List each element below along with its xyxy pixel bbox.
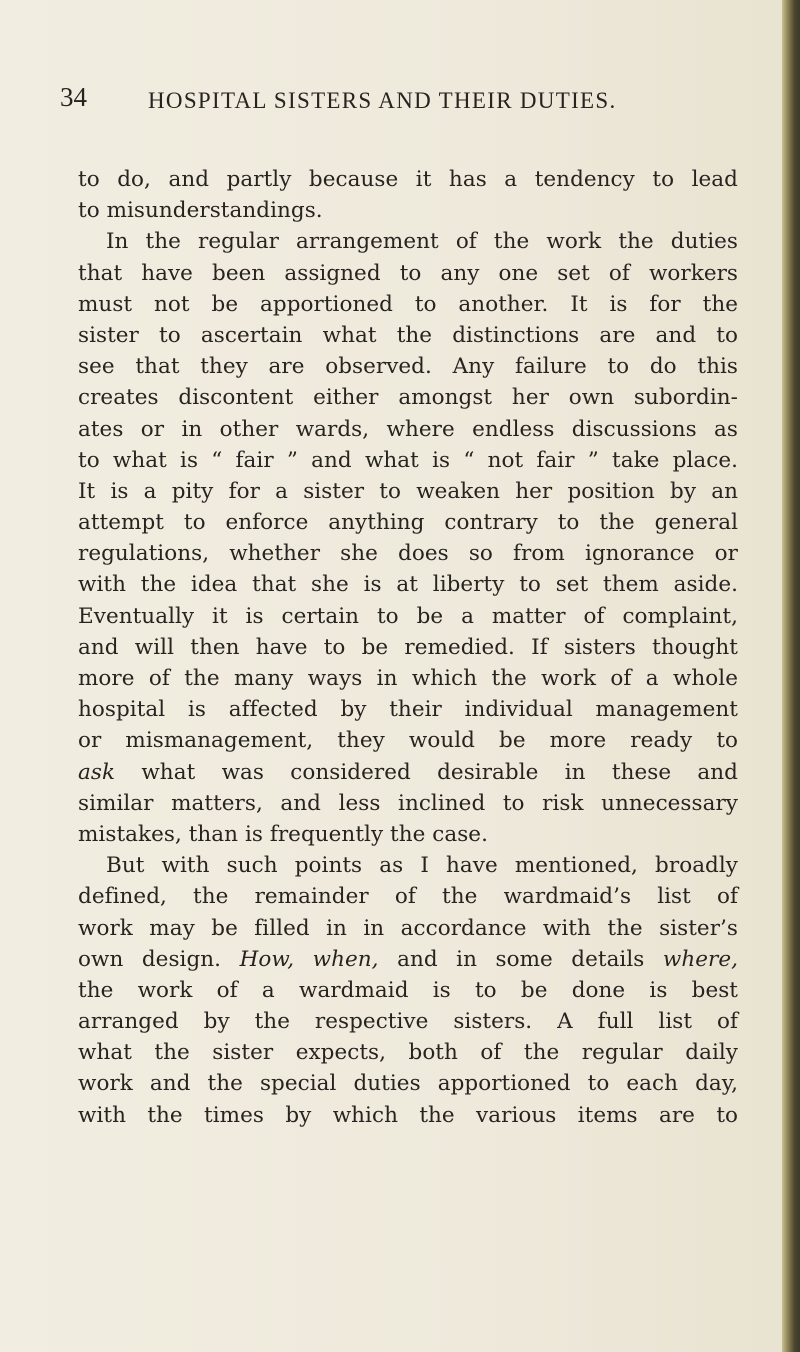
text-line: with the idea that she is at liberty to set them aside. (78, 572, 738, 598)
text-line: and will then have to be remedied. If sisters thought (78, 634, 738, 660)
text-line: hospital is affected by their individual management (78, 697, 738, 723)
text-line: ask what was considered desirable in these and (78, 759, 738, 785)
text-line: the work of a wardmaid is to be done is best (78, 977, 738, 1003)
body-text (78, 164, 738, 1131)
text-line: work and the special duties apportioned to each day, (78, 1071, 738, 1097)
text-line: that have been assigned to any one set of workers (78, 260, 738, 286)
text-line: what the sister expects, both of the regular daily (78, 1040, 738, 1066)
text-line: to what is “ fair ” and what is “ not fair ” take place. (78, 447, 738, 473)
page-number: 34 (60, 82, 87, 112)
text-line: to misunderstandings. (78, 198, 323, 224)
text-line: with the times by which the various items are to (78, 1102, 738, 1128)
text-line: sister to ascertain what the distinctions are and to (78, 322, 738, 348)
text-line: It is a pity for a sister to weaken her position by an (78, 478, 738, 504)
italic-words: How, when, (239, 946, 379, 972)
text-line: In the regular arrangement of the work the duties (106, 229, 738, 255)
text-line: Eventually it is certain to be a matter of complaint, (78, 603, 738, 629)
page-edge (782, 0, 800, 1352)
text-line: creates discontent either amongst her own subordin- (78, 385, 738, 411)
text-line: similar matters, and less inclined to risk unnecessary (78, 790, 738, 816)
text-line: ates or in other wards, where endless discussions as (78, 416, 738, 442)
text-line: more of the many ways in which the work of a whole (78, 666, 738, 691)
text-line: must not be apportioned to another. It is for the (78, 291, 738, 317)
text-line: defined, the remainder of the wardmaid’s list of (78, 884, 738, 910)
running-title: HOSPITAL SISTERS AND THEIR DUTIES. (148, 88, 617, 113)
text-line: or mismanagement, they would be more ready to (78, 728, 738, 754)
page-header (60, 82, 740, 122)
text-line: work may be filled in in accordance with the sister’s (78, 915, 738, 941)
text-line: regulations, whether she does so from ignorance or (78, 541, 738, 567)
text-line: But with such points as I have mentioned, broadly (106, 853, 738, 879)
text-line: own design. How, when, and in some details where, (78, 946, 738, 972)
italic-word: ask (78, 759, 116, 785)
text-line: attempt to enforce anything contrary to the general (78, 510, 738, 536)
italic-word: where, (662, 946, 738, 972)
text-line: mistakes, than is frequently the case. (78, 821, 488, 847)
text-line: arranged by the respective sisters. A full list of (78, 1009, 738, 1035)
text-line: to do, and partly because it has a tendency to lead (78, 167, 738, 192)
text-line: see that they are observed. Any failure to do this (78, 354, 738, 380)
